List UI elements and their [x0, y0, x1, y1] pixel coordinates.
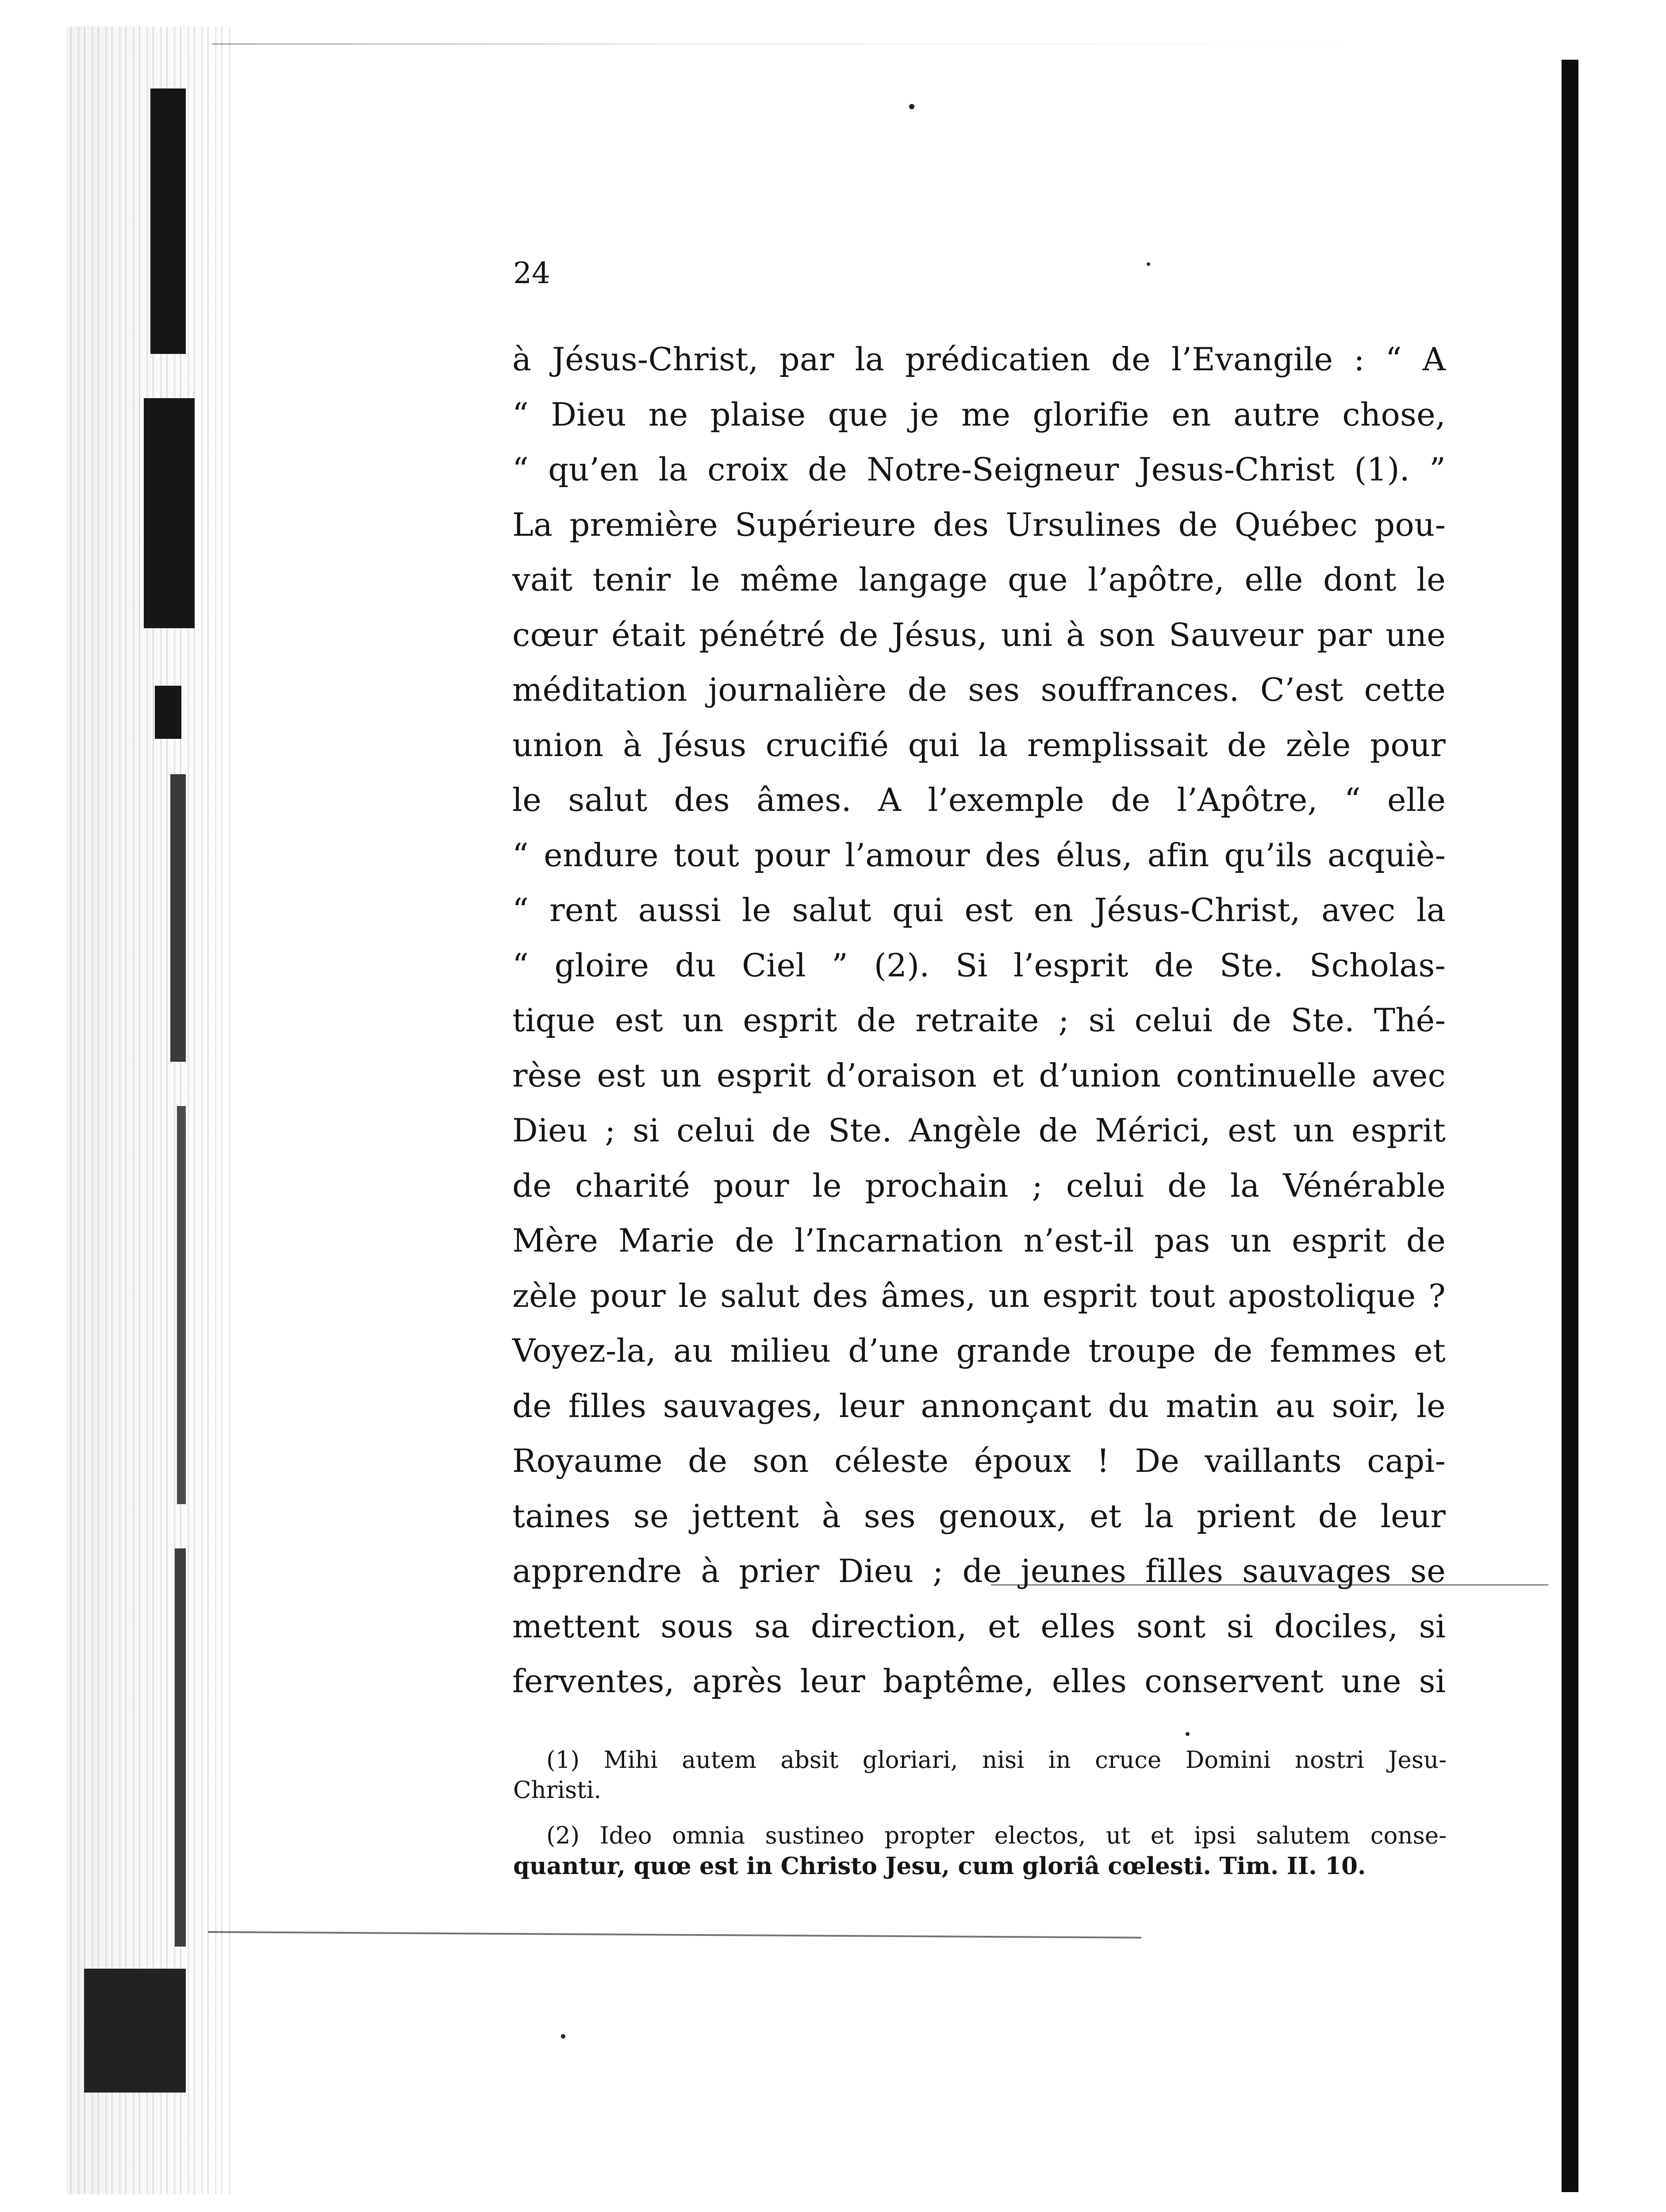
text-line: cœur était pénétré de Jésus, uni à son Sauveur par une — [512, 616, 1446, 653]
text-line: mettent sous sa direction, et elles sont si dociles, si — [512, 1607, 1446, 1645]
top-page-edge — [212, 43, 1363, 45]
text-line: Royaume de son céleste époux ! De vaillants capi- — [512, 1442, 1446, 1479]
text-line: zèle pour le salut des âmes, un esprit tout apostolique ? — [512, 1277, 1446, 1314]
footnote-line: quantur, quœ est in Christo Jesu, cum gloriâ cœlesti. Tim. II. 10. — [513, 1852, 1366, 1880]
text-line: rèse est un esprit d’oraison et d’union continuelle avec — [512, 1056, 1446, 1094]
text-line: de filles sauvages, leur annonçant du matin au soir, le — [512, 1387, 1446, 1425]
binding-shadow — [144, 398, 195, 628]
footnote-line: (1) Mihi autem absit gloriari, nisi in cruce Domini nostri Jesu- — [546, 1747, 1447, 1774]
text-line: Mère Marie de l’Incarnation n’est-il pas un esprit de — [512, 1222, 1446, 1259]
text-line: taines se jettent à ses genoux, et la prient de leur — [512, 1497, 1446, 1535]
text-line: à Jésus-Christ, par la prédicatien de l’Evangile : “ A — [512, 341, 1446, 378]
text-line: “ rent aussi le salut qui est en Jésus-Christ, avec la — [512, 891, 1446, 929]
binding-shadow — [84, 1969, 186, 2093]
text-line: union à Jésus crucifié qui la remplissait de zèle pour — [512, 726, 1446, 764]
text-line last-line: ferventes, après leur baptême, elles conservent une si — [512, 1663, 1446, 1700]
text-line: méditation journalière de ses souffrances. C’est cette — [512, 671, 1446, 708]
text-line: “ qu’en la croix de Notre-Seigneur Jesus-Christ (1). ” — [512, 451, 1446, 488]
binding-shadow — [170, 774, 186, 1062]
text-line: “ Dieu ne plaise que je me glorifie en autre chose, — [512, 396, 1446, 433]
footnote-line: Christi. — [513, 1777, 602, 1804]
right-scan-border — [1562, 60, 1578, 2192]
text-line: le salut des âmes. A l’exemple de l’Apôtre, “ elle — [512, 781, 1446, 818]
text-line: apprendre à prier Dieu ; de jeunes filles sauvages se — [512, 1552, 1446, 1590]
text-line: tique est un esprit de retraite ; si celui de Ste. Thé- — [512, 1002, 1446, 1039]
text-line: de charité pour le prochain ; celui de la Vénérable — [512, 1167, 1446, 1204]
footnote-line: (2) Ideo omnia sustineo propter electos, ut et ipsi salutem conse- — [546, 1822, 1447, 1849]
binding-shadow — [175, 1548, 186, 1947]
text-line: Dieu ; si celui de Ste. Angèle de Mérici, est un esprit — [512, 1112, 1446, 1149]
text-line: La première Supérieure des Ursulines de Québec pou- — [512, 506, 1446, 543]
text-line: vait tenir le même langage que l’apôtre, elle dont le — [512, 561, 1446, 598]
text-line: “ endure tout pour l’amour des élus, afin qu’ils acquiè- — [512, 836, 1446, 874]
dust-speck — [1147, 262, 1150, 266]
footnotes — [513, 1745, 1447, 1897]
bottom-page-edge — [208, 1931, 1141, 1939]
dust-speck — [1186, 1732, 1190, 1736]
binding-shadow — [177, 1106, 186, 1504]
binding-shadow — [150, 88, 186, 354]
body-text — [512, 332, 1446, 1709]
footnote-2 — [513, 1821, 1447, 1881]
dust-speck — [909, 104, 914, 109]
dust-speck — [561, 2034, 565, 2039]
binding-shadow — [155, 686, 181, 739]
footnote-1 — [513, 1745, 1447, 1805]
text-line: “ gloire du Ciel ” (2). Si l’esprit de Ste. Scholas- — [512, 946, 1446, 984]
page-number: 24 — [513, 256, 550, 290]
text-line: Voyez-la, au milieu d’une grande troupe de femmes et — [512, 1332, 1446, 1369]
